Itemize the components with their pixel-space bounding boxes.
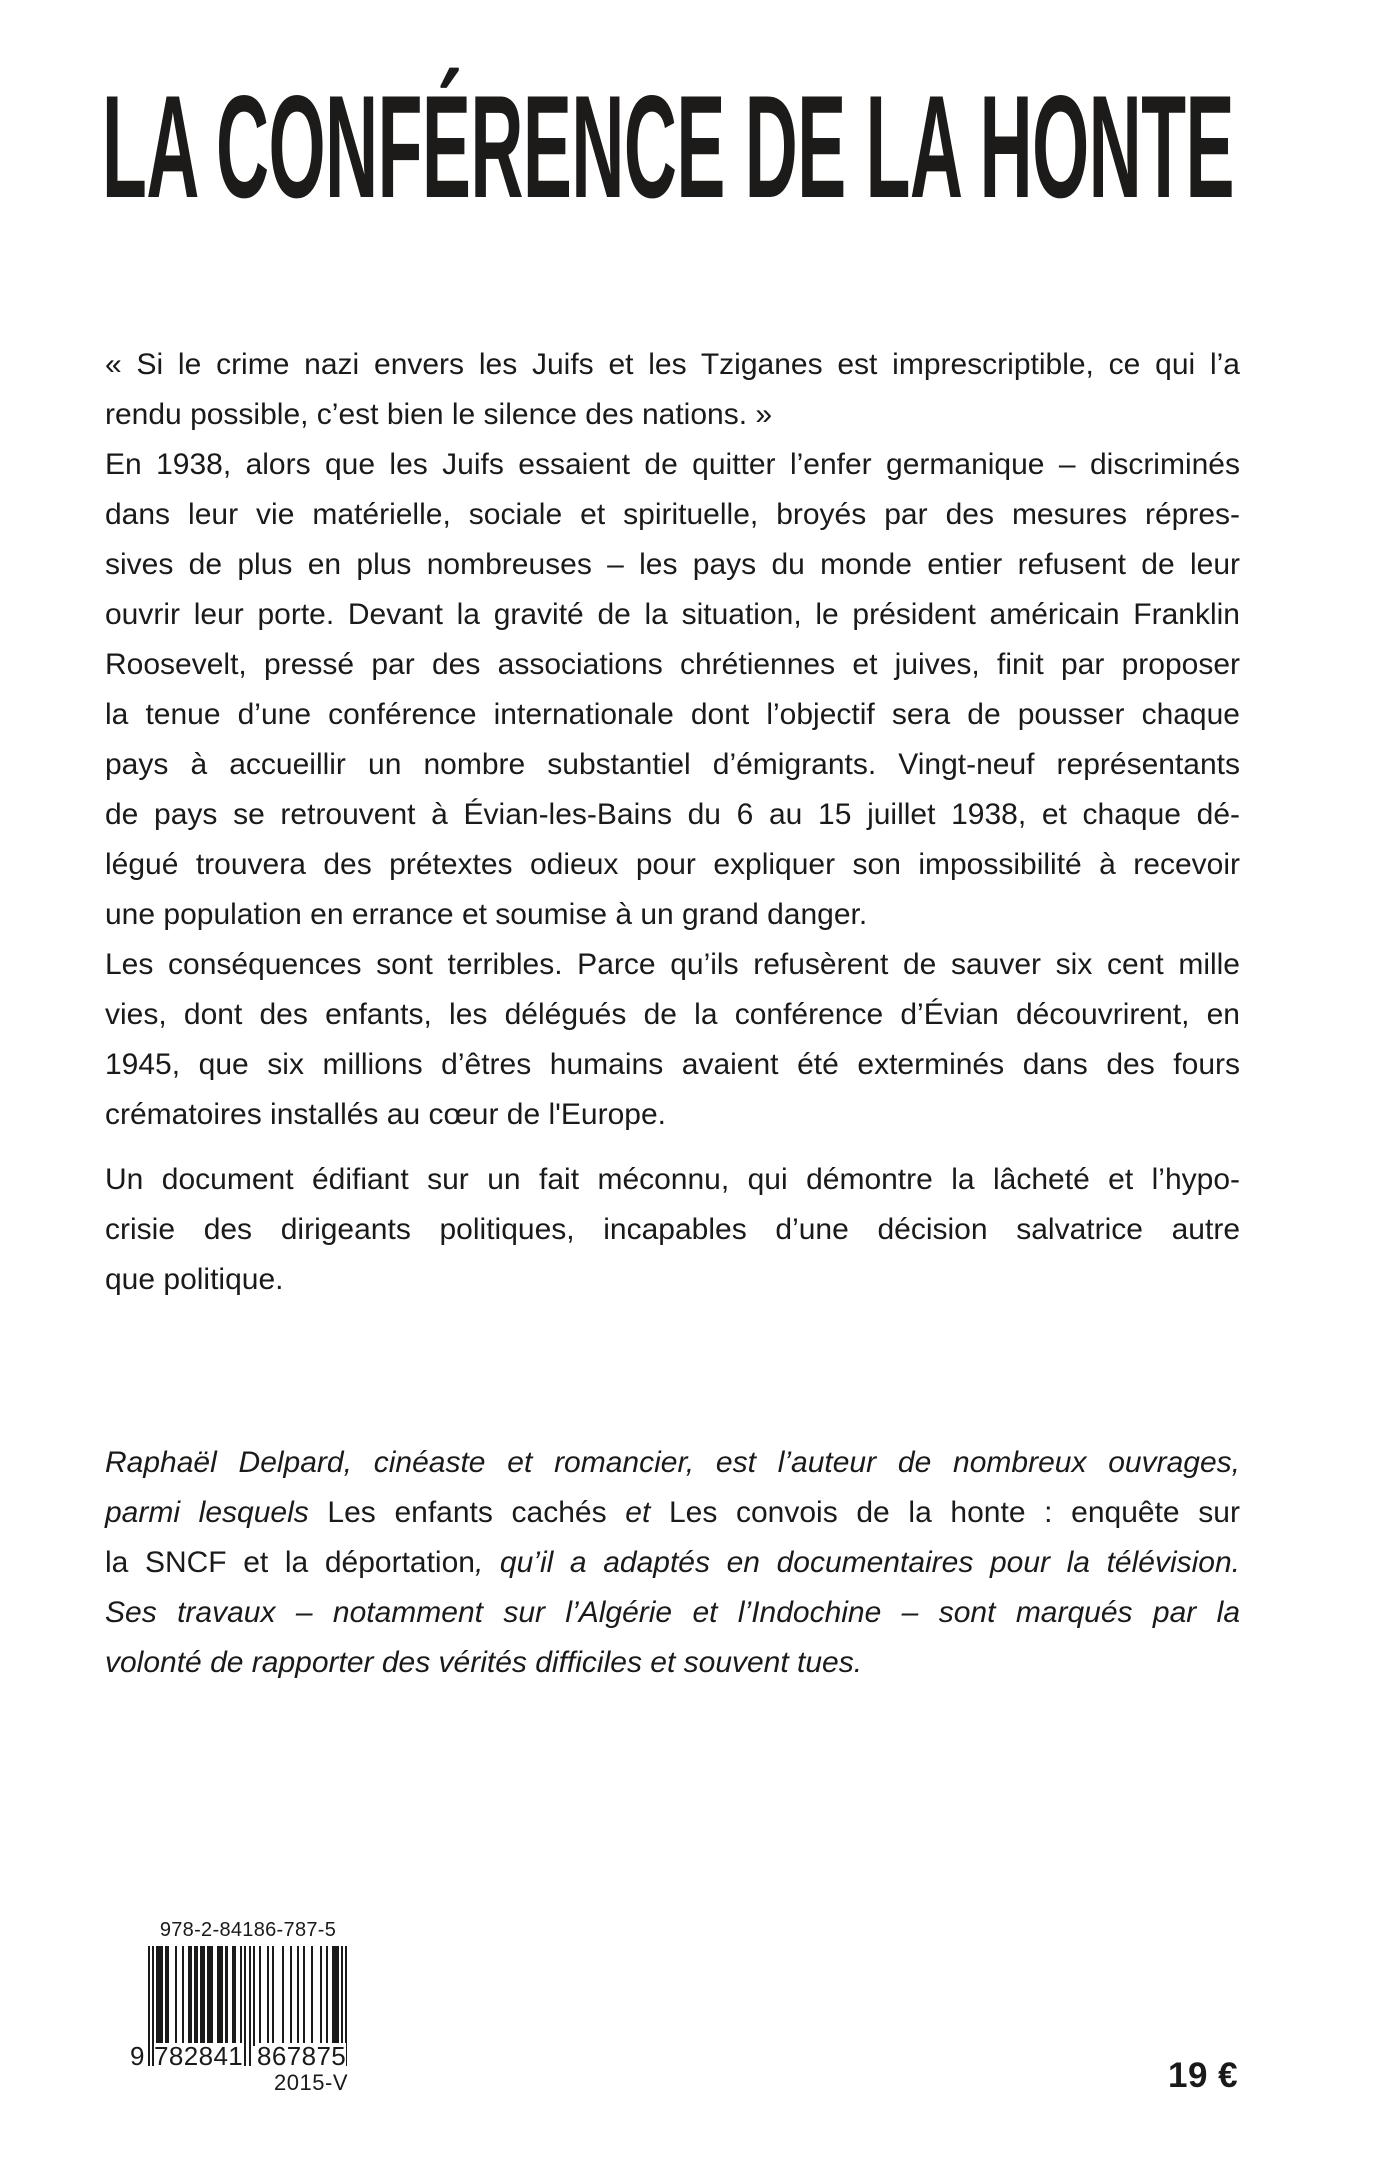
text-line: sives de plus en plus nombreuses – les pays du monde entier refusent de leur xyxy=(105,548,1240,581)
book-title xyxy=(102,65,1400,228)
paragraph-consequences xyxy=(105,940,1240,1140)
text-line: pays à accueillir un nombre substantiel d’émigrants. Vingt-neuf représentants xyxy=(105,748,1240,781)
paragraph-afterword xyxy=(105,1155,1240,1305)
text-line: Un document édifiant sur un fait méconnu, qui démontre la lâcheté et l’hypo- xyxy=(105,1163,1240,1196)
text-line: la tenue d’une conférence internationale dont l’objectif sera de pousser chaque xyxy=(105,698,1240,731)
bio-line: parmi lesquels Les enfants cachés et Les convois de la honte : enquête sur xyxy=(105,1496,1240,1529)
text-line: une population en errance et soumise à un grand danger. xyxy=(105,898,868,931)
barcode-bars xyxy=(130,1946,348,2071)
text-line: rendu possible, c’est bien le silence des nations. » xyxy=(105,398,773,431)
text-line: « Si le crime nazi envers les Juifs et les Tziganes est imprescriptible, ce qui l’a xyxy=(105,348,1240,381)
text-line: vies, dont des enfants, les délégués de la conférence d’Évian découvrirent, en xyxy=(105,998,1240,1031)
barcode-digit-group-3: 867875 xyxy=(257,2041,347,2071)
barcode-digit-group-1: 9 xyxy=(130,2041,145,2071)
text-line: ouvrir leur porte. Devant la gravité de la situation, le président américain Franklin xyxy=(105,598,1240,631)
price-label: 19 € xyxy=(1168,2056,1239,2095)
text-line: crisie des dirigeants politiques, incapables d’une décision salvatrice autre xyxy=(105,1213,1240,1246)
text-line: Roosevelt, pressé par des associations chrétiennes et juives, finit par proposer xyxy=(105,648,1240,681)
edition-code: 2015-V xyxy=(274,2070,348,2095)
bio-line: volonté de rapporter des vérités difficiles et souvent tues. xyxy=(105,1646,863,1679)
author-bio xyxy=(105,1438,1240,1688)
text-line: légué trouvera des prétextes odieux pour expliquer son impossibilité à recevoir xyxy=(105,848,1240,881)
barcode-digit-group-2: 782841 xyxy=(154,2041,244,2071)
text-line: que politique. xyxy=(105,1263,284,1296)
barcode-block xyxy=(130,1918,348,2096)
paragraph-context xyxy=(105,440,1240,940)
bio-line: Raphaël Delpard, cinéaste et romancier, est l’auteur de nombreux ouvrages, xyxy=(105,1446,1240,1479)
text-line: de pays se retrouvent à Évian-les-Bains du 6 au 15 juillet 1938, et chaque dé- xyxy=(105,798,1240,831)
text-line: crématoires installés au cœur de l'Europe. xyxy=(105,1098,666,1131)
book-title-text: LA CONFÉRENCE DE LA HONTE xyxy=(102,65,1234,228)
synopsis-block xyxy=(105,340,1240,1305)
text-line: En 1938, alors que les Juifs essaient de quitter l’enfer germanique – discriminés xyxy=(105,448,1240,481)
text-line: Les conséquences sont terribles. Parce qu’ils refusèrent de sauver six cent mille xyxy=(105,948,1240,981)
bio-line: Ses travaux – notamment sur l’Algérie et l’Indochine – sont marqués par la xyxy=(105,1596,1240,1629)
paragraph-quote xyxy=(105,340,1240,440)
text-line: dans leur vie matérielle, sociale et spirituelle, broyés par des mesures répres- xyxy=(105,498,1240,531)
isbn-label: 978-2-84186-787-5 xyxy=(159,1919,337,1941)
text-line: 1945, que six millions d’êtres humains avaient été exterminés dans des fours xyxy=(105,1048,1240,1081)
bio-line: la SNCF et la déportation, qu’il a adaptés en documentaires pour la télévision. xyxy=(105,1546,1241,1579)
